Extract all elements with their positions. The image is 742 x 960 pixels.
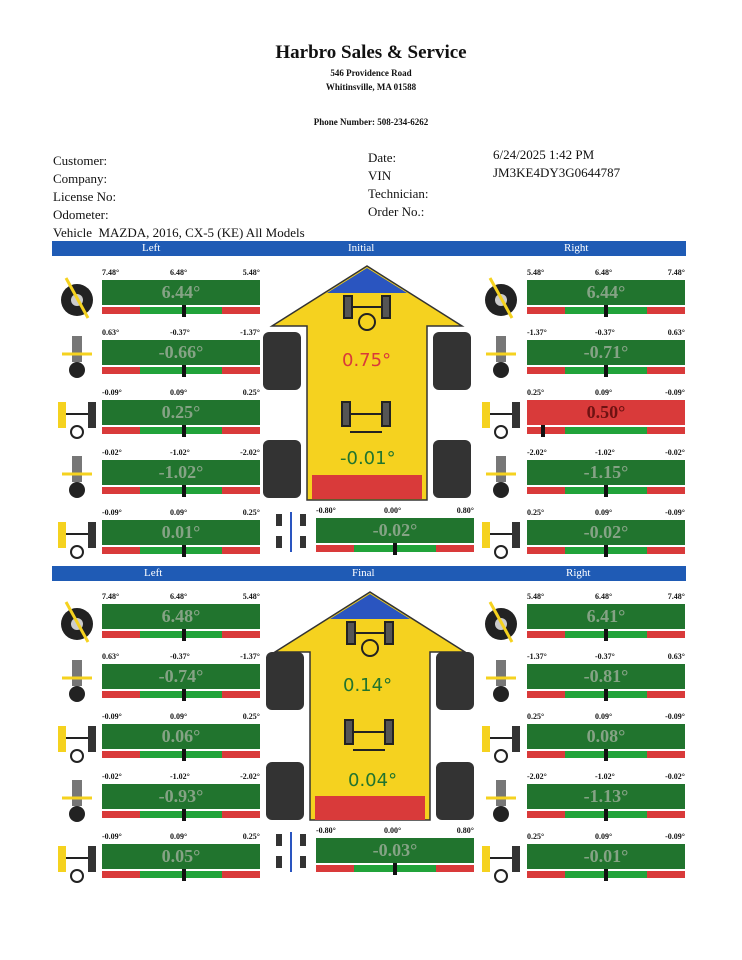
gauge-preferred: -1.02° xyxy=(595,448,615,457)
gauge-min: 0.25° xyxy=(527,508,545,517)
front-right-tire xyxy=(433,332,471,390)
gauge-max: 0.80° xyxy=(456,826,474,835)
gauge-value: 0.06° xyxy=(102,724,260,749)
gauge-min: -0.80° xyxy=(316,826,336,835)
initial-rear-total-toe: -0.01° xyxy=(340,448,396,469)
gauge-preferred: -0.37° xyxy=(170,652,190,661)
gauge-max: -2.02° xyxy=(240,448,260,457)
gauge-tolerance-bar xyxy=(102,871,260,878)
gauge-range xyxy=(527,592,685,603)
gauge-preferred: 6.48° xyxy=(595,268,613,277)
gauge-min: 7.48° xyxy=(102,592,120,601)
caster-strut-icon xyxy=(54,334,100,380)
initial-right-gauge-2 xyxy=(527,328,685,384)
final-left-gauge-3 xyxy=(102,712,260,768)
gauge-preferred: -1.02° xyxy=(595,772,615,781)
gauge-min: 0.25° xyxy=(527,388,545,397)
gauge-min: -1.37° xyxy=(527,652,547,661)
gauge-value: -0.02° xyxy=(527,520,685,545)
gauge-preferred: 0.09° xyxy=(595,508,613,517)
order-label: Order No.: xyxy=(368,204,425,219)
vehicle-label: Vehicle xyxy=(53,225,92,240)
phone-number: 508-234-6262 xyxy=(377,117,429,127)
final-left-gauge-1 xyxy=(102,592,260,648)
gauge-preferred: -1.02° xyxy=(170,448,190,457)
arrow-tip xyxy=(330,594,410,619)
vehicle-line xyxy=(53,224,305,242)
gauge-max: 0.63° xyxy=(667,652,685,661)
camber-wheel-icon xyxy=(54,598,100,644)
gauge-max: 7.48° xyxy=(667,592,685,601)
gauge-needle xyxy=(604,689,608,701)
initial-left-gauge-2 xyxy=(102,328,260,384)
rear-bumper xyxy=(312,475,422,499)
toe-steering-icon xyxy=(54,838,100,884)
gauge-preferred: 6.48° xyxy=(170,592,188,601)
gauge-range xyxy=(102,652,260,663)
final-band xyxy=(52,566,686,581)
gauge-value: -1.13° xyxy=(527,784,685,809)
gauge-preferred: 0.09° xyxy=(170,712,188,721)
gauge-value: 0.50° xyxy=(527,400,685,425)
gauge-max: -1.37° xyxy=(240,652,260,661)
rear-right-tire xyxy=(433,440,471,498)
gauge-preferred: -0.37° xyxy=(595,328,615,337)
gauge-needle xyxy=(393,543,397,555)
gauge-max: -0.02° xyxy=(665,448,685,457)
final-front-total-toe: 0.14° xyxy=(343,675,393,696)
gauge-max: -1.37° xyxy=(240,328,260,337)
arrow-tip xyxy=(327,268,407,293)
shop-city: Whitinsville, MA 01588 xyxy=(325,82,417,92)
technician-label: Technician: xyxy=(368,186,429,201)
caster-strut-icon xyxy=(54,454,100,500)
vin-label: VIN xyxy=(368,168,392,183)
gauge-needle xyxy=(604,749,608,761)
gauge-range xyxy=(102,832,260,843)
toe-steering-icon xyxy=(478,718,524,764)
initial-band xyxy=(52,241,686,256)
phone-line xyxy=(0,117,742,127)
gauge-value: -0.66° xyxy=(102,340,260,365)
gauge-tolerance-bar xyxy=(102,367,260,374)
gauge-min: -2.02° xyxy=(527,772,547,781)
gauge-range xyxy=(527,268,685,279)
gauge-tolerance-bar xyxy=(102,487,260,494)
gauge-max: -0.09° xyxy=(665,508,685,517)
gauge-needle xyxy=(182,749,186,761)
thrust-angle-icon xyxy=(270,508,316,554)
gauge-value: 6.41° xyxy=(527,604,685,629)
gauge-preferred: -0.37° xyxy=(595,652,615,661)
final-right-gauge-4 xyxy=(527,772,685,828)
final-thrust-gauge xyxy=(316,826,474,882)
gauge-preferred: 0.09° xyxy=(170,508,188,517)
gauge-range xyxy=(102,772,260,783)
date-value: 6/24/2025 1:42 PM xyxy=(493,147,595,162)
gauge-min: -0.09° xyxy=(102,832,122,841)
gauge-value: -0.81° xyxy=(527,664,685,689)
final-right-gauge-2 xyxy=(527,652,685,708)
vin-value: JM3KE4DY3G0644787 xyxy=(493,165,621,180)
final-left-gauge-5 xyxy=(102,832,260,888)
gauge-range xyxy=(102,268,260,279)
gauge-range xyxy=(102,448,260,459)
thrust-angle-icon xyxy=(270,828,316,874)
gauge-tolerance-bar xyxy=(102,307,260,314)
initial-left-gauge-3 xyxy=(102,388,260,444)
rear-left-tire xyxy=(263,440,301,498)
gauge-needle xyxy=(182,365,186,377)
gauge-value: -0.71° xyxy=(527,340,685,365)
gauge-range xyxy=(527,328,685,339)
gauge-tolerance-bar xyxy=(102,751,260,758)
rear-left-tire xyxy=(266,762,304,820)
order-info-values xyxy=(493,146,620,182)
company-label: Company: xyxy=(53,171,108,186)
rear-bumper xyxy=(315,796,425,820)
gauge-tolerance-bar xyxy=(102,547,260,554)
gauge-needle xyxy=(182,689,186,701)
camber-wheel-icon xyxy=(478,274,524,320)
phone-label: Phone Number: xyxy=(313,117,375,127)
gauge-needle xyxy=(604,809,608,821)
gauge-value: -1.02° xyxy=(102,460,260,485)
initial-left-gauge-5 xyxy=(102,508,260,564)
gauge-value: 0.01° xyxy=(102,520,260,545)
initial-right-gauge-5 xyxy=(527,508,685,564)
gauge-range xyxy=(527,652,685,663)
gauge-range xyxy=(316,506,474,517)
gauge-value: 0.08° xyxy=(527,724,685,749)
gauge-value: 6.48° xyxy=(102,604,260,629)
gauge-preferred: 0.09° xyxy=(170,832,188,841)
gauge-min: -2.02° xyxy=(527,448,547,457)
final-rear-total-toe: 0.04° xyxy=(348,770,398,791)
caster-strut-icon xyxy=(478,778,524,824)
gauge-value: -0.74° xyxy=(102,664,260,689)
gauge-preferred: 0.09° xyxy=(595,388,613,397)
front-left-tire xyxy=(266,652,304,710)
initial-left-gauge-4 xyxy=(102,448,260,504)
gauge-value: 6.44° xyxy=(527,280,685,305)
gauge-value: 0.25° xyxy=(102,400,260,425)
gauge-value: 6.44° xyxy=(102,280,260,305)
gauge-max: 0.25° xyxy=(242,712,260,721)
gauge-needle xyxy=(182,485,186,497)
gauge-min: 0.25° xyxy=(527,832,545,841)
gauge-max: 0.63° xyxy=(667,328,685,337)
gauge-min: -0.02° xyxy=(102,772,122,781)
gauge-preferred: 0.00° xyxy=(384,506,402,515)
gauge-range xyxy=(102,712,260,723)
toe-steering-icon xyxy=(478,394,524,440)
gauge-max: 0.80° xyxy=(456,506,474,515)
gauge-tolerance-bar xyxy=(102,631,260,638)
final-left-label: Left xyxy=(144,567,163,579)
gauge-min: 5.48° xyxy=(527,592,545,601)
gauge-min: -0.09° xyxy=(102,712,122,721)
final-right-gauge-3 xyxy=(527,712,685,768)
gauge-preferred: 6.48° xyxy=(595,592,613,601)
gauge-min: 0.63° xyxy=(102,652,120,661)
shop-address: 546 Providence Road xyxy=(330,68,412,78)
gauge-tolerance-bar xyxy=(102,811,260,818)
gauge-needle xyxy=(182,629,186,641)
gauge-preferred: 6.48° xyxy=(170,268,188,277)
caster-strut-icon xyxy=(54,658,100,704)
gauge-min: -0.09° xyxy=(102,388,122,397)
license-label: License No: xyxy=(53,189,117,204)
gauge-max: 0.25° xyxy=(242,508,260,517)
initial-right-label: Right xyxy=(564,242,589,254)
gauge-max: -0.09° xyxy=(665,388,685,397)
gauge-needle xyxy=(182,869,186,881)
gauge-needle xyxy=(604,365,608,377)
initial-center-label: Initial xyxy=(348,242,375,254)
gauge-needle xyxy=(604,485,608,497)
gauge-min: 7.48° xyxy=(102,268,120,277)
gauge-range xyxy=(527,832,685,843)
gauge-min: 5.48° xyxy=(527,268,545,277)
gauge-max: 0.25° xyxy=(242,832,260,841)
gauge-tolerance-bar xyxy=(102,427,260,434)
gauge-max: 5.48° xyxy=(242,592,260,601)
initial-right-gauge-3 xyxy=(527,388,685,444)
final-right-label: Right xyxy=(566,567,591,579)
odometer-label: Odometer: xyxy=(53,207,109,222)
gauge-min: -1.37° xyxy=(527,328,547,337)
gauge-range xyxy=(527,388,685,399)
gauge-value: -0.03° xyxy=(316,838,474,863)
gauge-range xyxy=(527,772,685,783)
gauge-needle xyxy=(182,425,186,437)
gauge-needle xyxy=(182,545,186,557)
final-right-gauge-5 xyxy=(527,832,685,888)
gauge-value: -0.93° xyxy=(102,784,260,809)
gauge-preferred: 0.09° xyxy=(170,388,188,397)
customer-info xyxy=(53,152,305,242)
gauge-max: -0.09° xyxy=(665,832,685,841)
gauge-value: -0.01° xyxy=(527,844,685,869)
vehicle-value: MAZDA, 2016, CX-5 (KE) All Models xyxy=(98,225,305,240)
initial-front-total-toe: 0.75° xyxy=(342,350,392,371)
gauge-needle xyxy=(393,863,397,875)
final-center-label: Final xyxy=(352,567,375,579)
gauge-range xyxy=(102,328,260,339)
initial-right-gauge-1 xyxy=(527,268,685,324)
gauge-max: 7.48° xyxy=(667,268,685,277)
final-right-gauge-1 xyxy=(527,592,685,648)
gauge-value: -0.02° xyxy=(316,518,474,543)
rear-right-tire xyxy=(436,762,474,820)
gauge-range xyxy=(527,508,685,519)
gauge-min: 0.63° xyxy=(102,328,120,337)
caster-strut-icon xyxy=(54,778,100,824)
gauge-needle xyxy=(604,869,608,881)
gauge-max: -0.02° xyxy=(665,772,685,781)
gauge-needle xyxy=(604,545,608,557)
gauge-preferred: 0.00° xyxy=(384,826,402,835)
date-label: Date: xyxy=(368,150,397,165)
toe-steering-icon xyxy=(54,718,100,764)
gauge-range xyxy=(316,826,474,837)
gauge-max: 0.25° xyxy=(242,388,260,397)
gauge-tolerance-bar xyxy=(527,427,685,434)
gauge-min: -0.02° xyxy=(102,448,122,457)
gauge-needle xyxy=(604,305,608,317)
gauge-preferred: 0.09° xyxy=(595,832,613,841)
gauge-max: -2.02° xyxy=(240,772,260,781)
gauge-range xyxy=(102,508,260,519)
gauge-range xyxy=(527,448,685,459)
gauge-min: -0.09° xyxy=(102,508,122,517)
shop-name: Harbro Sales & Service xyxy=(275,42,467,63)
customer-label: Customer: xyxy=(53,153,108,168)
initial-car-diagram xyxy=(262,262,472,507)
initial-thrust-gauge xyxy=(316,506,474,562)
order-info-labels xyxy=(368,149,428,221)
initial-left-gauge-1 xyxy=(102,268,260,324)
initial-right-gauge-4 xyxy=(527,448,685,504)
gauge-min: 0.25° xyxy=(527,712,545,721)
final-left-gauge-4 xyxy=(102,772,260,828)
gauge-needle xyxy=(182,305,186,317)
gauge-range xyxy=(102,592,260,603)
gauge-preferred: -1.02° xyxy=(170,772,190,781)
gauge-preferred: 0.09° xyxy=(595,712,613,721)
toe-steering-icon xyxy=(478,838,524,884)
gauge-min: -0.80° xyxy=(316,506,336,515)
gauge-max: 5.48° xyxy=(242,268,260,277)
toe-steering-icon xyxy=(54,514,100,560)
gauge-max: -0.09° xyxy=(665,712,685,721)
gauge-preferred: -0.37° xyxy=(170,328,190,337)
gauge-range xyxy=(527,712,685,723)
front-left-tire xyxy=(263,332,301,390)
toe-steering-icon xyxy=(478,514,524,560)
front-right-tire xyxy=(436,652,474,710)
toe-steering-icon xyxy=(54,394,100,440)
gauge-value: -1.15° xyxy=(527,460,685,485)
caster-strut-icon xyxy=(478,454,524,500)
gauge-needle xyxy=(541,425,545,437)
caster-strut-icon xyxy=(478,658,524,704)
camber-wheel-icon xyxy=(478,598,524,644)
gauge-tolerance-bar xyxy=(102,691,260,698)
initial-left-label: Left xyxy=(142,242,161,254)
gauge-needle xyxy=(604,629,608,641)
camber-wheel-icon xyxy=(54,274,100,320)
caster-strut-icon xyxy=(478,334,524,380)
gauge-value: 0.05° xyxy=(102,844,260,869)
gauge-needle xyxy=(182,809,186,821)
gauge-range xyxy=(102,388,260,399)
final-left-gauge-2 xyxy=(102,652,260,708)
